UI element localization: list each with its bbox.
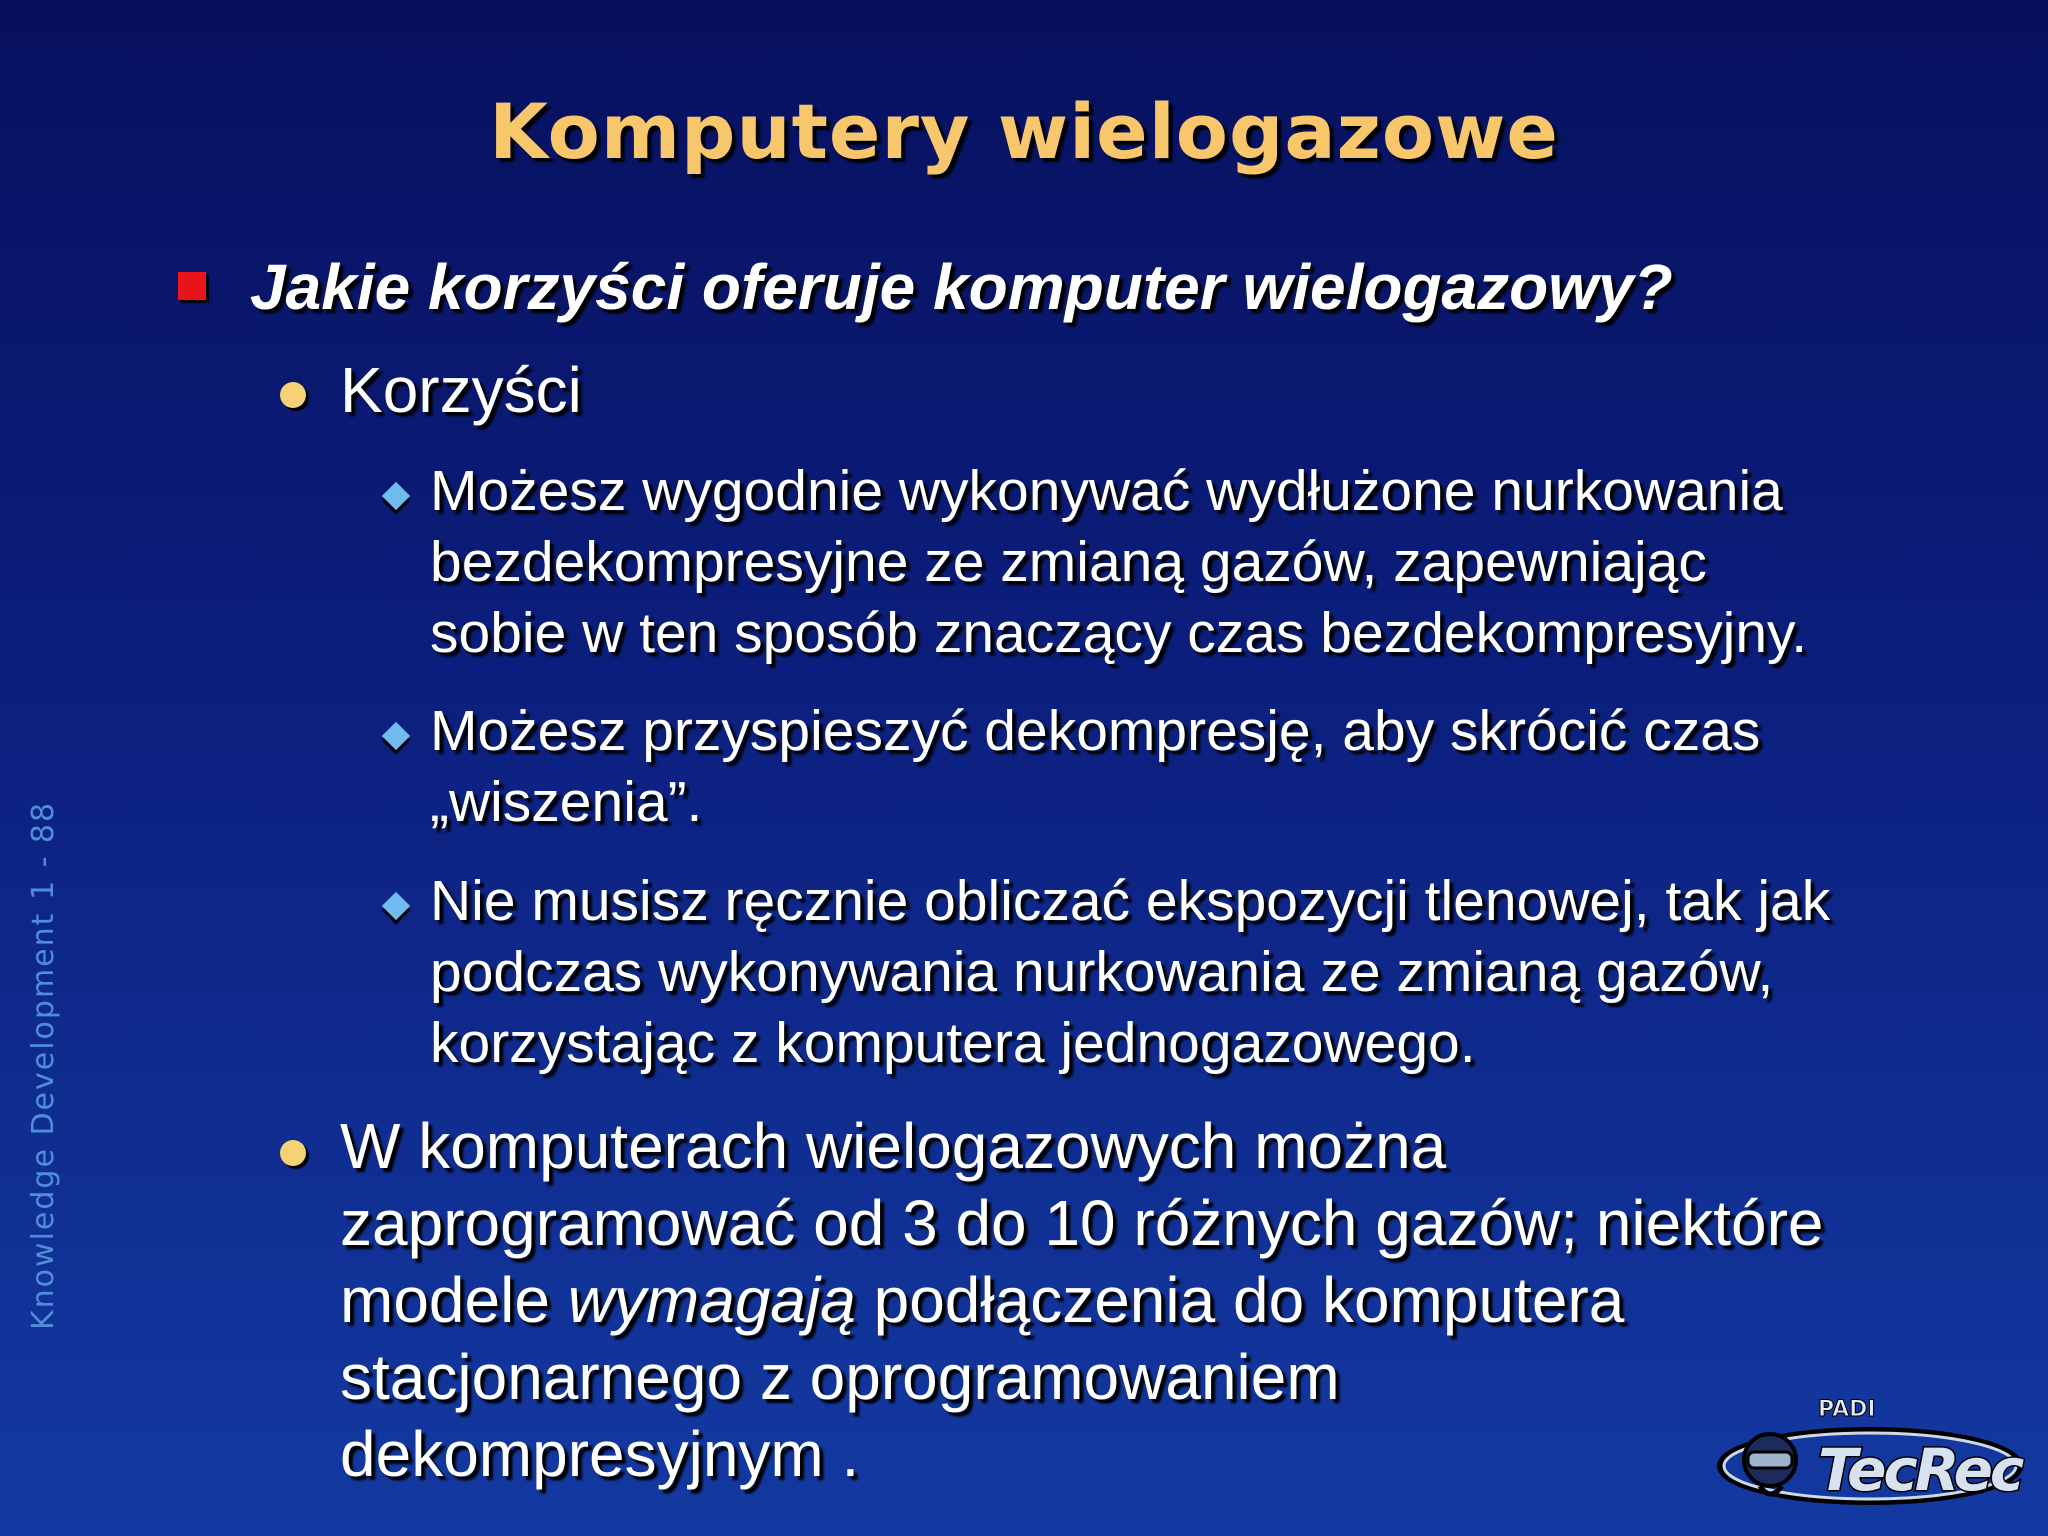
- sub-bullet-2-text: [430, 696, 1990, 838]
- sub-bullet-3-text: [430, 866, 1990, 1079]
- bullet-multigas-segment: podłączenia do komputera: [855, 1264, 1625, 1336]
- padi-tecrec-logo: [1700, 1390, 2030, 1520]
- slide-title: Komputery wielogazowe: [489, 87, 1559, 176]
- logo-name-text: TecRec: [1818, 1436, 2022, 1504]
- sub-bullet-2-line: „wiszenia”.: [430, 770, 703, 834]
- sub-bullet-3-line: Nie musisz ręcznie obliczać ekspozycji tlenowej, tak jak: [430, 869, 1831, 933]
- side-label: Knowledge Development 1 - 88: [26, 800, 61, 1330]
- bullet-multigas-line: dekompresyjnym .: [340, 1418, 860, 1490]
- sub-bullet-1-line: sobie w ten sposób znaczący czas bezdekompresyjny.: [430, 601, 1808, 665]
- round-bullet-icon: [280, 382, 306, 408]
- diamond-bullet-icon: [382, 892, 410, 920]
- sub-bullet-1-line: Możesz wygodnie wykonywać wydłużone nurkowania: [430, 459, 1783, 523]
- diamond-bullet-icon: [382, 722, 410, 750]
- bullet-multigas-line: W komputerach wielogazowych można: [340, 1110, 1447, 1182]
- sub-bullet-3-line: korzystając z komputera jednogazowego.: [430, 1011, 1476, 1075]
- question-text: Jakie korzyści oferuje komputer wielogazowy?: [250, 251, 1673, 323]
- square-bullet-icon: [178, 272, 206, 300]
- sub-bullet-2-line: Możesz przyspieszyć dekompresję, aby skrócić czas: [430, 699, 1761, 763]
- diamond-bullet-icon: [382, 482, 410, 510]
- sub-bullet-1-text: [430, 456, 1990, 669]
- round-bullet-icon: [280, 1140, 306, 1166]
- bullet-multigas-line: [340, 1262, 2000, 1339]
- emphasis-text: wymagają: [567, 1264, 856, 1336]
- bullet-benefits-text: Korzyści: [340, 354, 582, 426]
- sub-bullet-3-line: podczas wykonywania nurkowania ze zmianą gazów,: [430, 940, 1774, 1004]
- bullet-multigas-line: stacjonarnego z oprogramowaniem: [340, 1341, 1340, 1413]
- sub-bullet-1-line: bezdekompresyjne ze zmianą gazów, zapewniając: [430, 530, 1707, 594]
- bullet-multigas-segment: modele: [340, 1264, 568, 1336]
- bullet-multigas-line: zaprogramować od 3 do 10 różnych gazów; niektóre: [340, 1187, 1824, 1259]
- logo-brand-text: PADI: [1818, 1397, 1876, 1422]
